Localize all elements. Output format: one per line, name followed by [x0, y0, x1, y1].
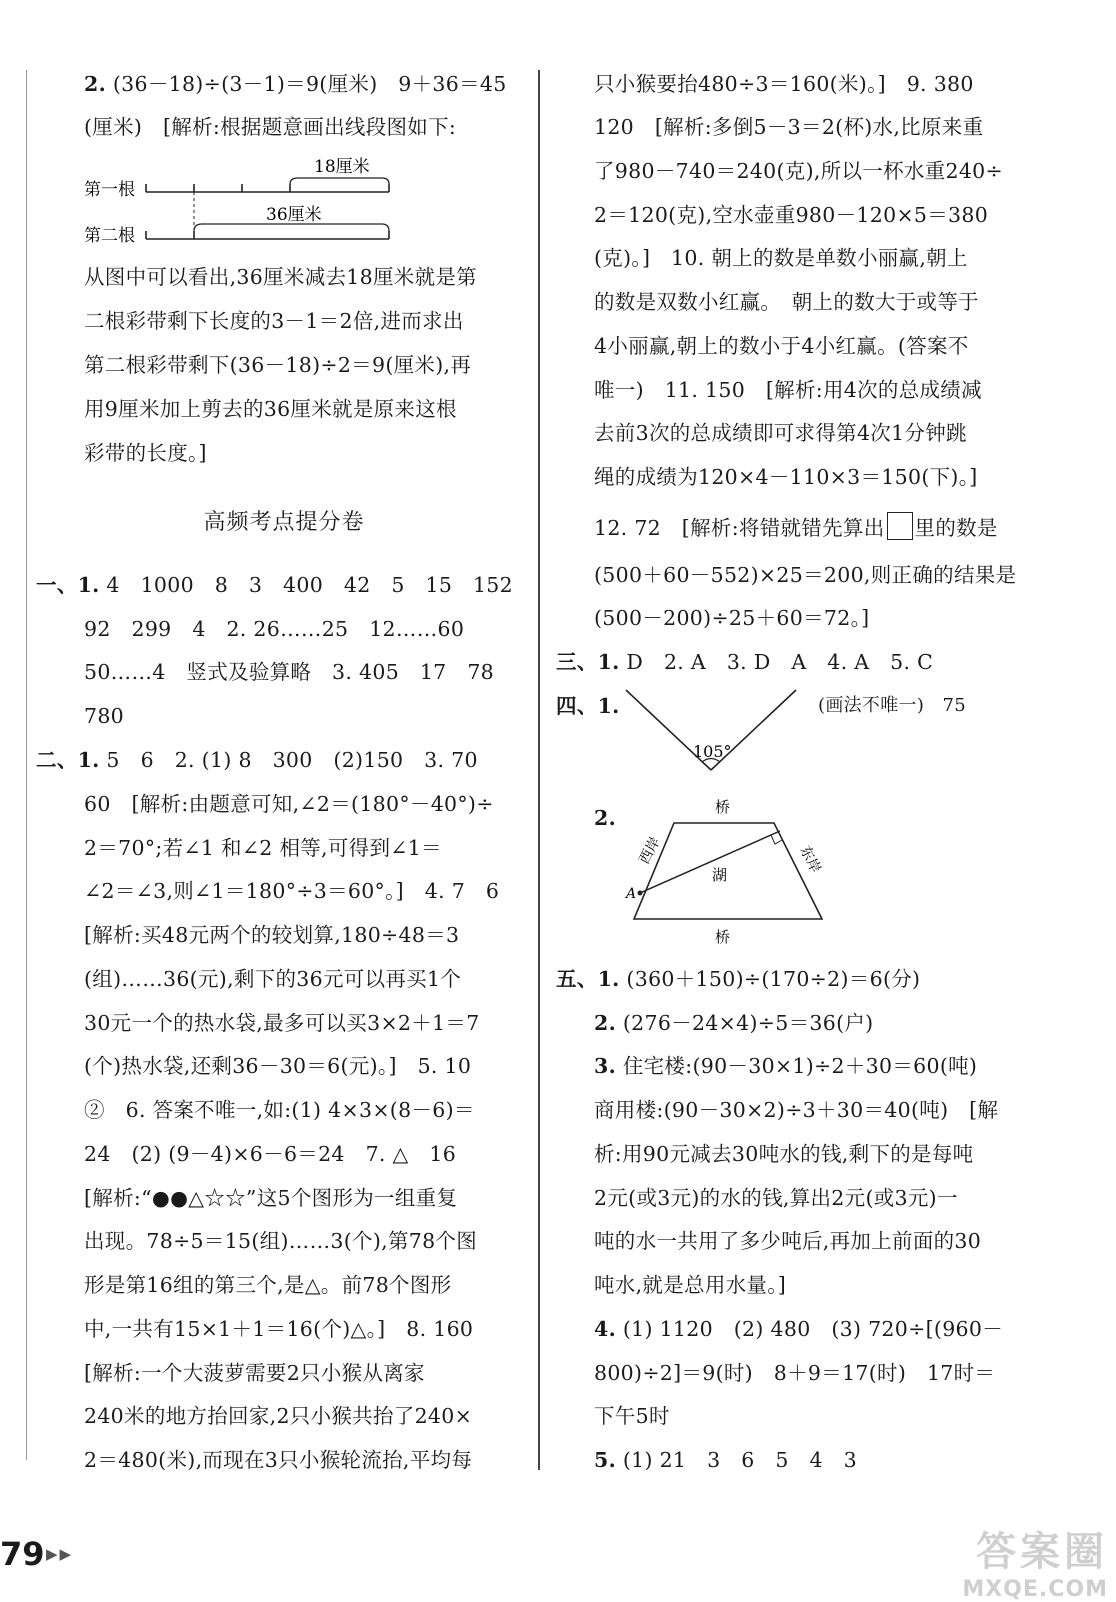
right-line: (500－200)÷25＋60＝72。]	[594, 606, 870, 630]
column-divider	[538, 70, 540, 1470]
q4-label	[556, 694, 620, 718]
right-line: 了980－740＝240(克),所以一杯水重240÷	[594, 159, 1004, 183]
trapezoid	[634, 823, 822, 919]
left-line: (厘米) [解析:根据题意画出线段图如下:	[84, 115, 457, 139]
right-line: 三、1. D 2. A 3. D A 4. A 5. C	[556, 650, 934, 674]
right-line: 五、1. (360＋150)÷(170÷2)＝6(分)	[556, 967, 921, 991]
brace-36	[194, 224, 389, 231]
left-line: [解析:买48元两个的较划算,180÷48＝3	[84, 923, 460, 947]
right-line-with-box	[594, 512, 998, 540]
right-line: 120 [解析:多倒5－3＝2(杯)水,比原来重	[594, 115, 984, 139]
angle-label: 105°	[693, 742, 732, 761]
point-a	[638, 891, 643, 896]
watermark-top: 答案圈	[976, 1529, 1108, 1575]
bridge-bottom-label: 桥	[715, 928, 731, 946]
page-number: 79	[0, 1535, 45, 1573]
right-line: 2. (276－24×4)÷5＝36(户)	[594, 1011, 874, 1035]
left-line: 60 [解析:由题意可知,∠2＝(180°－40°)÷	[84, 792, 494, 816]
right-line: 吨水,就是总用水量。]	[594, 1273, 787, 1297]
label-second: 第二根	[84, 226, 135, 246]
right-line: 的数是双数小红赢。 朝上的数大于或等于	[594, 290, 979, 314]
item-number: 四、1.	[556, 694, 620, 718]
east-bank-label: 东岸	[796, 843, 824, 876]
item-number: 2.	[594, 1011, 617, 1035]
item-number: 4.	[594, 1317, 617, 1341]
item-number: 5.	[594, 1448, 617, 1472]
left-line: ∠2＝∠3,则∠1＝180°÷3＝60°。] 4. 7 6	[84, 879, 500, 903]
left-line: 240米的地方抬回家,2只小猴共抬了240×	[84, 1404, 473, 1428]
label-first: 第一根	[84, 180, 135, 200]
lake-label: 湖	[712, 866, 728, 884]
item-number: 3.	[594, 1054, 617, 1078]
left-line: 彩带的长度。]	[84, 441, 207, 465]
right-line: (克)。] 10. 朝上的数是单数小丽赢,朝上	[594, 246, 968, 270]
right-line: 只小猴要抬480÷3＝160(米)。] 9. 380	[594, 72, 974, 96]
west-bank-label: 西岸	[636, 834, 664, 867]
left-line: 92 299 4 2. 26……25 12……60	[84, 617, 465, 641]
right-line: (500＋60－552)×25＝200,则正确的结果是	[594, 563, 1017, 587]
right-line: 4小丽赢,朝上的数小于4小红赢。(答案不	[594, 334, 969, 358]
brace-18	[290, 178, 389, 184]
left-line: 24 (2) (9－4)×6－6＝24 7. △ 16	[84, 1142, 457, 1166]
left-line: 一、1. 4 1000 8 3 400 42 5 15 152	[36, 573, 513, 597]
left-margin-rule	[26, 70, 27, 1460]
left-line: (组)……36(元),剩下的36元可以再买1个	[84, 967, 462, 991]
left-line: 出现。78÷5＝15(组)……3(个),第78个图	[84, 1229, 478, 1253]
right-line: 5. (1) 21 3 6 5 4 3	[594, 1448, 857, 1472]
lake-trapezoid-drawing	[624, 795, 844, 950]
item-number: 2.	[84, 72, 107, 96]
left-line: ② 6. 答案不唯一,如:(1) 4×3×(8－6)＝	[84, 1098, 475, 1122]
left-line: 从图中可以看出,36厘米减去18厘米就是第	[84, 265, 477, 289]
path-line	[640, 831, 780, 893]
right-line: 析:用90元减去30吨水的钱,剩下的是每吨	[594, 1142, 974, 1166]
left-line: 2＝480(米),而现在3只小猴轮流抬,平均每	[84, 1448, 473, 1472]
right-line: 绳的成绩为120×4－110×3＝150(下)。]	[594, 465, 978, 489]
left-line: [解析:一个大菠萝需要2只小猴从离家	[84, 1361, 425, 1385]
label-18: 18厘米	[314, 157, 370, 177]
item-number: 二、1.	[36, 748, 100, 772]
right-line: 3. 住宅楼:(90－30×1)÷2＋30＝60(吨)	[594, 1054, 978, 1078]
q4-2-label	[594, 806, 616, 830]
label-36: 36厘米	[266, 205, 322, 225]
right-line: 下午5时	[594, 1404, 670, 1428]
left-line: 2＝70°;若∠1 和∠2 相等,可得到∠1＝	[84, 836, 442, 860]
item-number: 2.	[594, 806, 617, 830]
left-line: 中,一共有15×1＋1＝16(个)△。] 8. 160	[84, 1317, 474, 1341]
left-line: (个)热水袋,还剩36－30＝6(元)。] 5. 10	[84, 1054, 472, 1078]
answer-box	[887, 512, 913, 540]
bridge-top-label: 桥	[715, 798, 731, 816]
left-line: 二根彩带剩下长度的3－1＝2倍,进而求出	[84, 309, 464, 333]
right-line: 吨的水一共用了多少吨后,再加上前面的30	[594, 1229, 982, 1253]
watermark	[962, 1520, 1108, 1602]
left-line: 50……4 竖式及验算略 3. 405 17 78	[84, 660, 495, 684]
right-line: 商用楼:(90－30×2)÷3＋30＝40(吨) [解	[594, 1098, 999, 1122]
segment-diagram	[84, 150, 404, 250]
section-title: 高频考点提分卷	[203, 510, 365, 535]
right-line: 唯一) 11. 150 [解析:用4次的总成绩减	[594, 378, 982, 402]
left-line: [解析:“●●△☆☆”这5个图形为一组重复	[84, 1186, 458, 1210]
q4-note: (画法不唯一) 75	[818, 695, 966, 716]
page-arrows: ▶▶	[46, 1545, 74, 1563]
right-line: 2元(或3元)的水的钱,算出2元(或3元)一	[594, 1186, 958, 1210]
box-text-after: 里的数是	[914, 516, 998, 540]
left-line: 780	[84, 704, 125, 728]
item-number: 三、1.	[556, 650, 620, 674]
left-line: 30元一个的热水袋,最多可以买3×2＋1＝7	[84, 1011, 480, 1035]
item-number: 五、1.	[556, 967, 620, 991]
left-line: 用9厘米加上剪去的36厘米就是原来这根	[84, 397, 457, 421]
right-line: 2＝120(克),空水壶重980－120×5＝380	[594, 203, 989, 227]
left-line: 第二根彩带剩下(36－18)÷2＝9(厘米),再	[84, 353, 472, 377]
left-line: 形是第16组的第三个,是△。前78个图形	[84, 1273, 452, 1297]
left-line: 2. (36－18)÷(3－1)＝9(厘米) 9＋36＝45	[84, 72, 507, 96]
box-text-before: 12. 72 [解析:将错就错先算出	[594, 516, 885, 540]
right-line: 4. (1) 1120 (2) 480 (3) 720÷[(960－	[594, 1317, 1004, 1341]
watermark-bottom: MXQE.COM	[962, 1577, 1108, 1602]
left-line: 二、1. 5 6 2. (1) 8 300 (2)150 3. 70	[36, 748, 478, 772]
right-line: 去前3次的总成绩即可求得第4次1分钟跳	[594, 421, 967, 445]
right-line: 800)÷2]＝9(时) 8＋9＝17(时) 17时＝	[594, 1361, 996, 1385]
item-number: 一、1.	[36, 573, 100, 597]
point-a-label: A	[626, 886, 637, 902]
